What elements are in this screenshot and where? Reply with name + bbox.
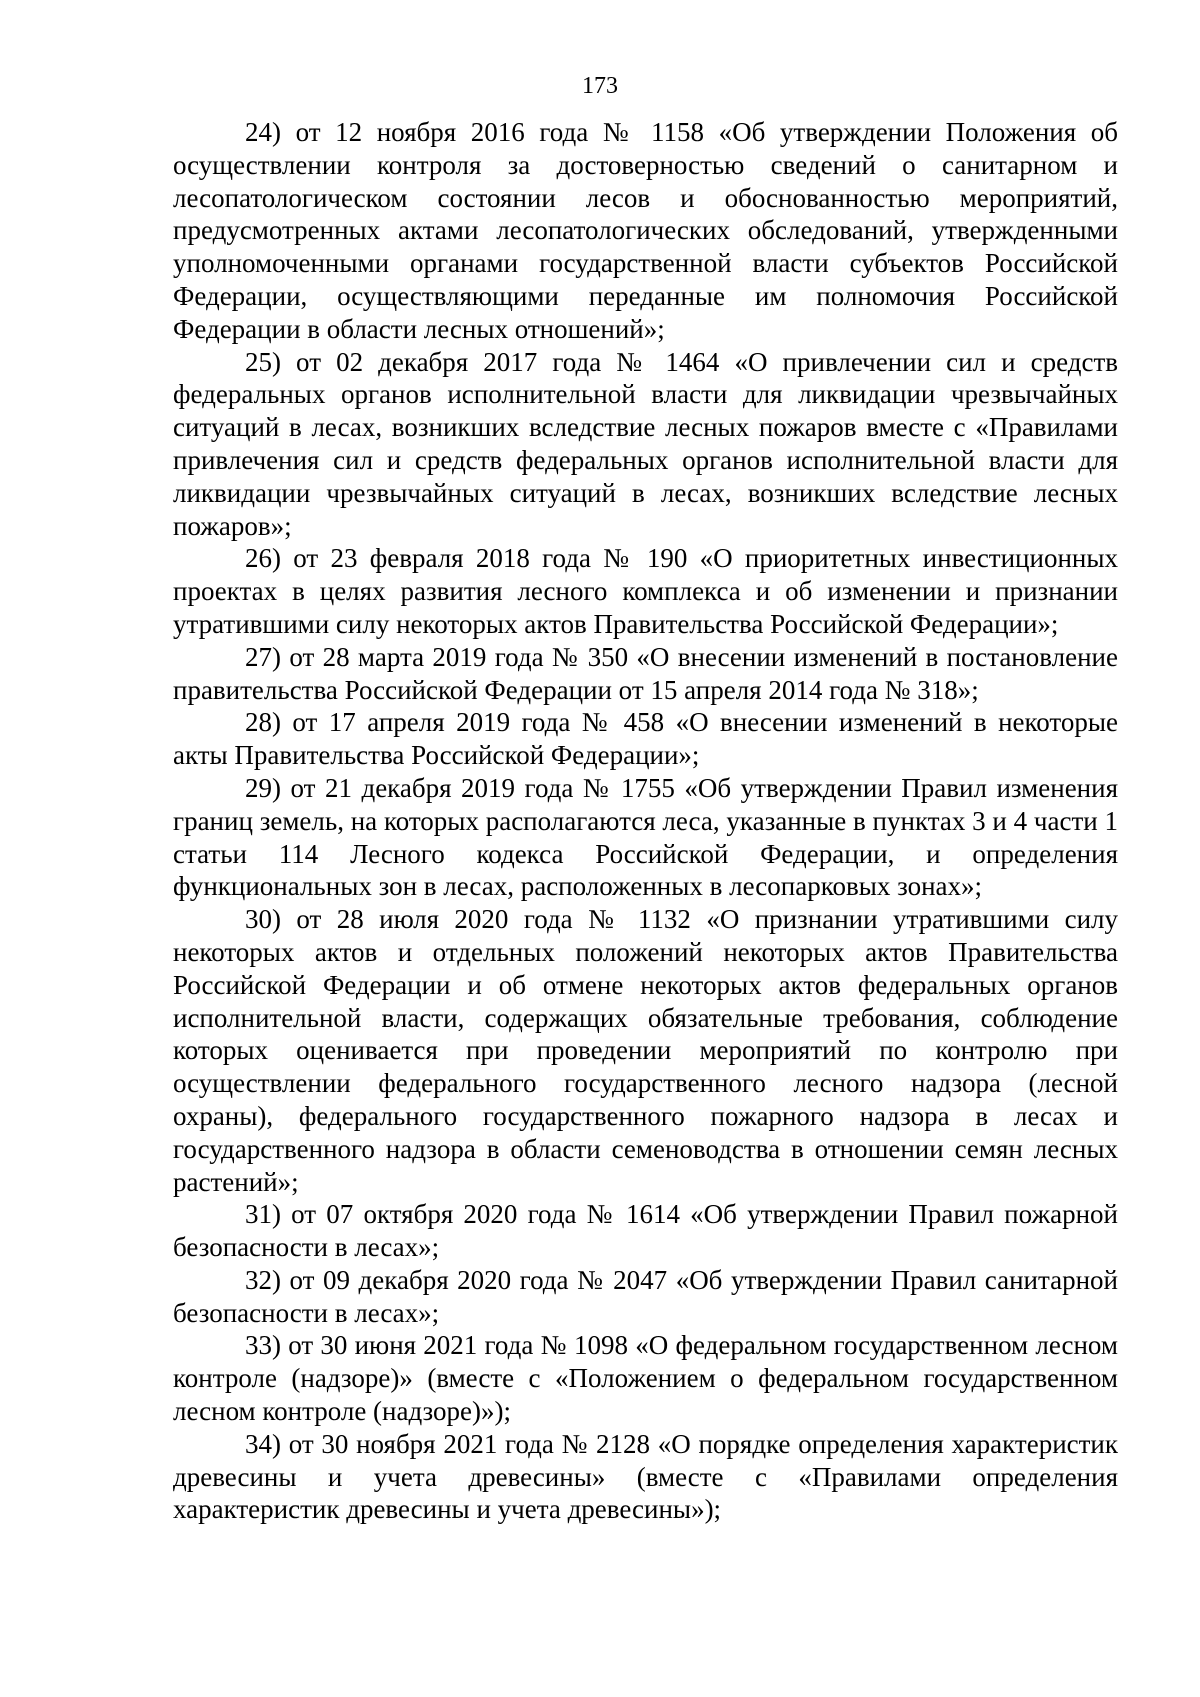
list-item: 27) от 28 марта 2019 года № 350 «О внесении изменений в постановление правительства Российской Федерации от 15 апреля 2014 года № 318»; xyxy=(173,641,1118,705)
list-item: 34) от 30 ноября 2021 года № 2128 «О порядке определения характеристик древесины и учета древесины» (вместе с «Правилами определения характеристик древесины и учета древесины»); xyxy=(173,1428,1118,1525)
list-item: 32) от 09 декабря 2020 года № 2047 «Об утверждении Правил санитарной безопасности в лесах»; xyxy=(173,1264,1118,1328)
list-item: 33) от 30 июня 2021 года № 1098 «О федеральном государственном лесном контроле (надзоре)» (вместе с «Положением о федеральном государственном лесном контроле (надзоре)»); xyxy=(173,1330,1118,1427)
list-item: 26) от 23 февраля 2018 года № 190 «О приоритетных инвестиционных проектах в целях развития лесного комплекса и об изменении и признании утратившими силу некоторых актов Правительства Российской Федерации»; xyxy=(173,543,1118,639)
list-item: 31) от 07 октября 2020 года № 1614 «Об утверждении Правил пожарной безопасности в лесах»; xyxy=(173,1199,1118,1263)
list-item: 29) от 21 декабря 2019 года № 1755 «Об утверждении Правил изменения границ земель, на которых располагаются леса, указанные в пунктах 3 и 4 части 1 статьи 114 Лесного кодекса Российской Федерации, и определения функциональных зон в лесах, расположенных в лесопарковых зонах»; xyxy=(173,772,1118,902)
list-item: 24) от 12 ноября 2016 года № 1158 «Об утверждении Положения об осуществлении контроля за достоверностью сведений о санитарном и лесопатологическом состоянии лесов и обоснованностью мероприятий, предусмотренных актами лесопатологических обследований, утвержденными уполномоченными органами государственной власти субъектов Российской Федерации, осуществляющими переданные им полномочия Российской Федерации в области лесных отношений»; xyxy=(173,117,1118,344)
list-item: 25) от 02 декабря 2017 года № 1464 «О привлечении сил и средств федеральных органов исполнительной власти для ликвидации чрезвычайных ситуаций в лесах, возникших вследствие лесных пожаров вместе с «Правилами привлечения сил и средств федеральных органов исполнительной власти для ликвидации чрезвычайных ситуаций в лесах, возникших вследствие лесных пожаров»; xyxy=(173,346,1118,541)
list-of-acts xyxy=(173,116,1118,1526)
page-number: 173 xyxy=(582,73,618,99)
list-item: 28) от 17 апреля 2019 года № 458 «О внесении изменений в некоторые акты Правительства Российской Федерации»; xyxy=(173,707,1118,771)
list-item: 30) от 28 июля 2020 года № 1132 «О признании утратившими силу некоторых актов и отдельных положений некоторых актов Правительства Российской Федерации и об отмене некоторых актов федеральных органов исполнительной власти, содержащих обязательные требования, соблюдение которых оценивается при проведении мероприятий по контролю при осуществлении федерального государственного лесного надзора (лесной охраны), федерального государственного пожарного надзора в лесах и государственного надзора в области семеноводства в отношении семян лесных растений»; xyxy=(173,904,1118,1197)
